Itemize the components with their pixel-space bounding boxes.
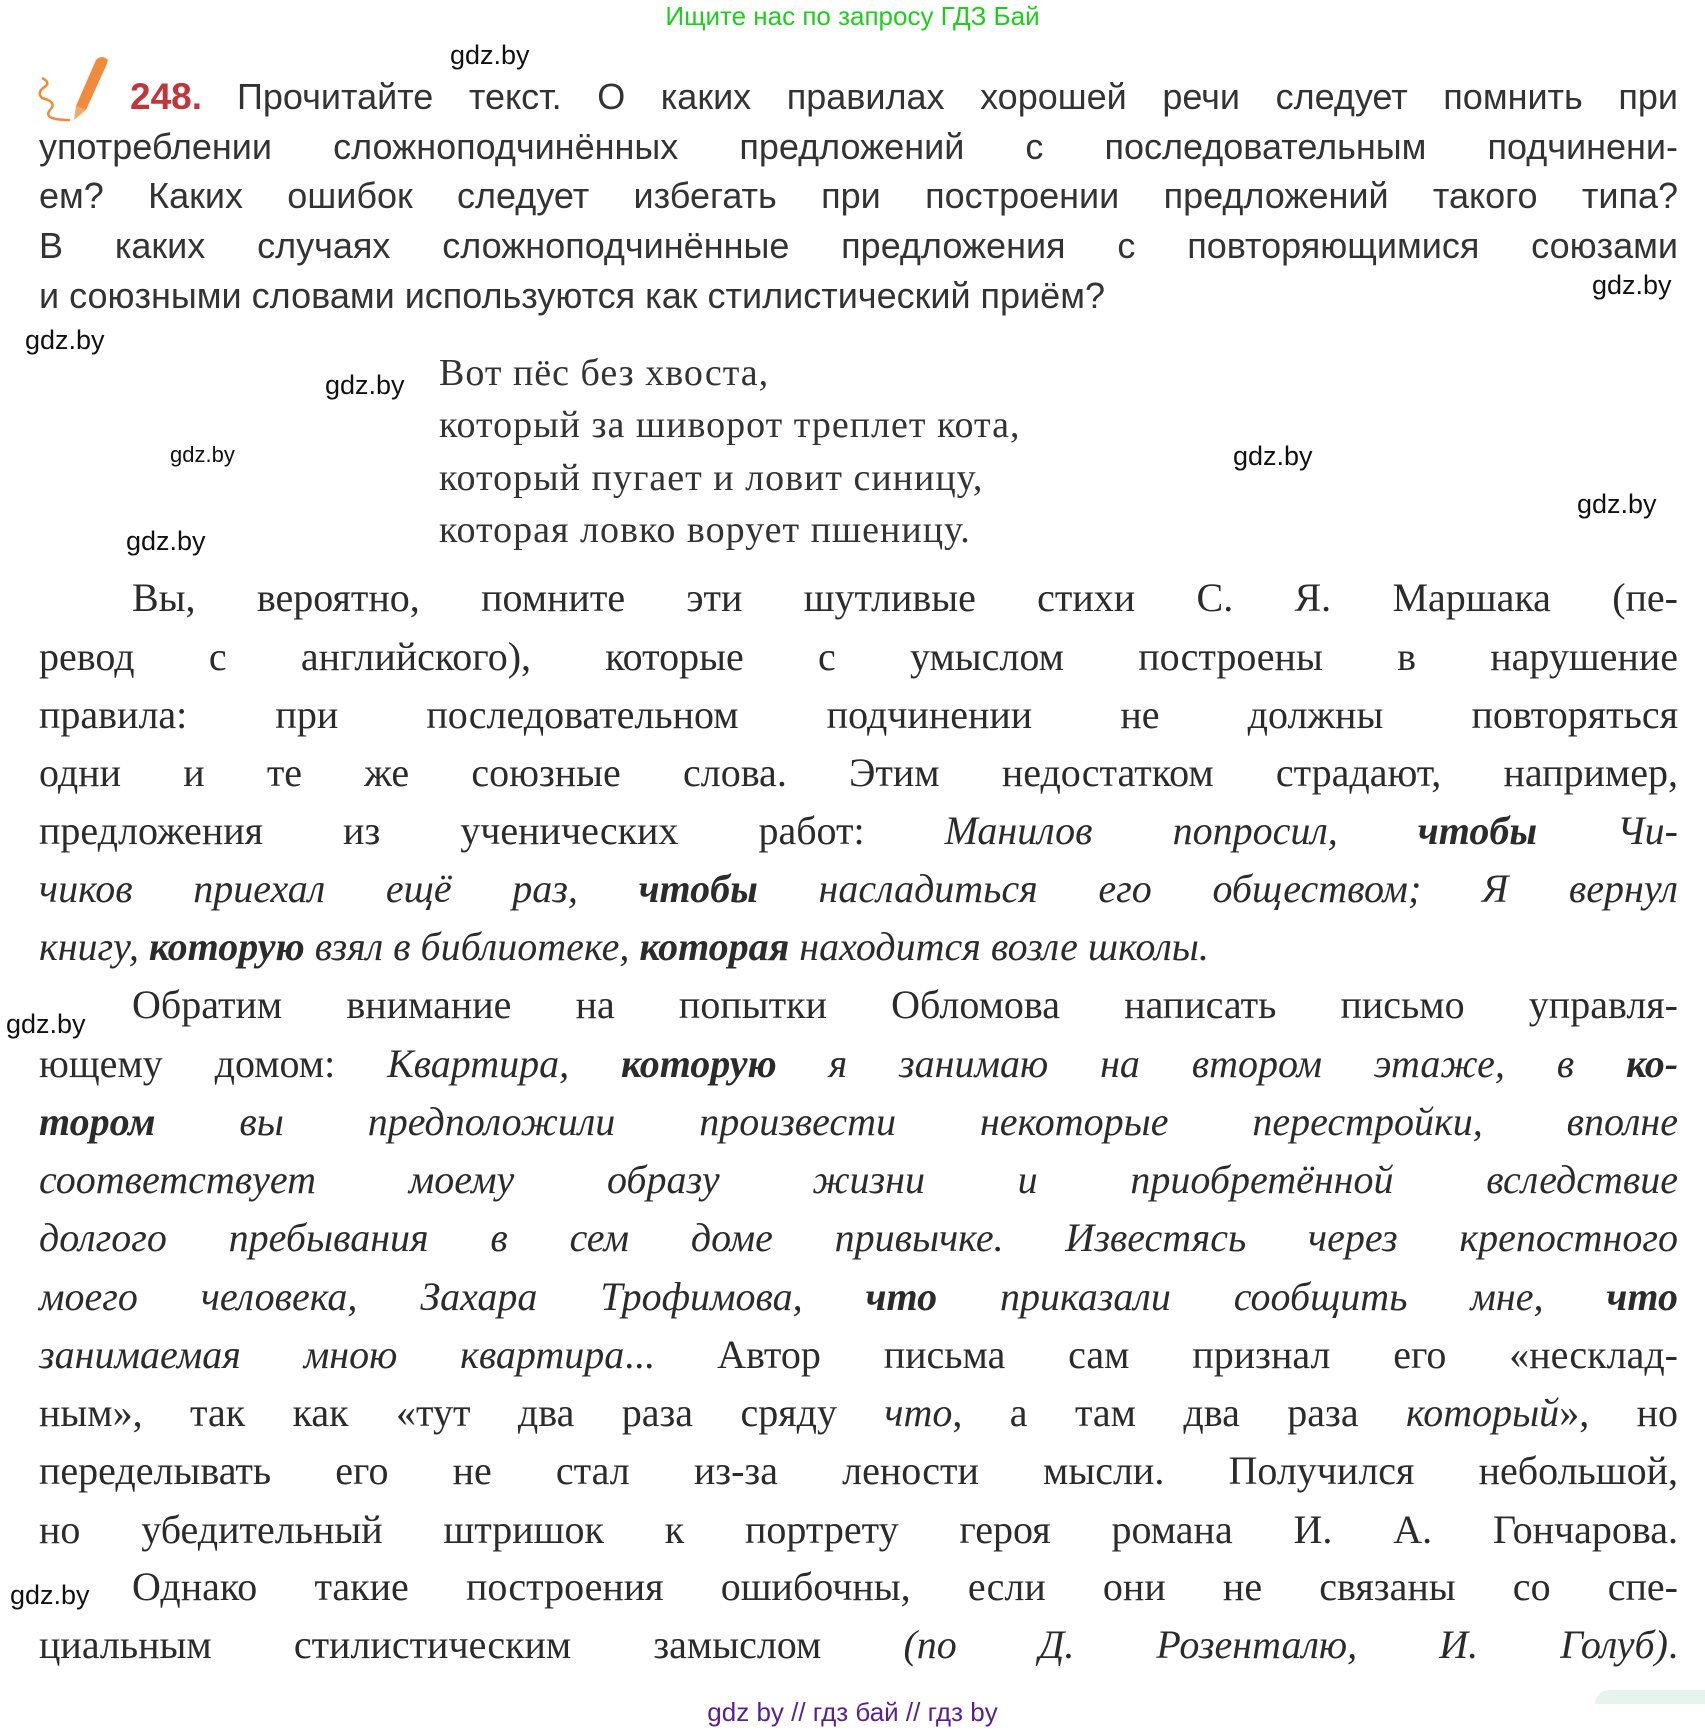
prose-line <box>39 1326 1678 1384</box>
example-text: чиков приехал ещё раз, <box>39 866 639 911</box>
emphasized-word: что <box>1606 1274 1678 1319</box>
example-text: который <box>1406 1390 1560 1435</box>
emphasized-word: ко- <box>1625 1041 1679 1086</box>
text-segment: ревод с английского), которые с умыслом построены в нарушение <box>39 634 1678 679</box>
prose-line <box>39 802 1678 860</box>
example-text: соответствует моему образу жизни и приобретённой вследствие <box>39 1157 1678 1202</box>
example-text: находится возле школы. <box>789 924 1209 969</box>
text-segment: ным», так как «тут два раза сряду <box>39 1390 885 1435</box>
emphasized-word: чтобы <box>638 866 758 911</box>
watermark: gdz.by <box>10 1580 90 1610</box>
text-segment: одни и те же союзные слова. Этим недостатком страдают, например, <box>39 750 1678 795</box>
prose-line <box>39 1501 1678 1559</box>
text-segment: , а там два раза <box>952 1390 1407 1435</box>
prose-line <box>39 1268 1678 1326</box>
text-segment: », но <box>1559 1390 1679 1435</box>
watermark: gdz.by <box>1592 270 1672 300</box>
example-text: вы предположили произвести некоторые перестройки, вполне <box>155 1099 1678 1144</box>
watermark: gdz.by <box>126 526 206 556</box>
question-line: и союзными словами используются как стилистический приём? <box>39 275 1105 316</box>
example-text: что <box>884 1390 953 1435</box>
watermark: gdz.by <box>1233 441 1313 471</box>
prose-line <box>39 1035 1678 1093</box>
watermark: gdz.by <box>170 442 235 467</box>
prose-line <box>39 860 1678 918</box>
prose-line <box>39 686 1678 744</box>
emphasized-word: которую <box>148 924 305 969</box>
poem-line: который пугает и ловит синицу, <box>439 457 984 499</box>
example-text: взял в библиотеке, <box>304 924 640 969</box>
prose-line <box>39 1384 1678 1442</box>
prose-line <box>132 976 1678 1034</box>
text-segment: но убедительный штришок к портрету героя романа И. А. Гончарова. <box>39 1507 1678 1552</box>
example-text: Квартира, <box>387 1041 621 1086</box>
watermark: gdz.by <box>25 325 105 355</box>
pen-icon <box>36 54 112 124</box>
poem-line: который за шиворот треплет кота, <box>439 404 1021 446</box>
text-segment: переделывать его не стал из-за лености мысли. Получился небольшой, <box>39 1448 1678 1493</box>
text-segment: Вы, вероятно, помните эти шутливые стихи С. Я. Маршака (пе- <box>132 575 1678 620</box>
search-hint-banner[interactable]: Ищите нас по запросу ГДЗ Бай <box>665 1 1040 31</box>
exercise-number: 248. <box>130 76 203 117</box>
watermark: gdz.by <box>325 370 405 400</box>
emphasized-word: которая <box>639 924 790 969</box>
prose-line <box>39 1209 1678 1267</box>
emphasized-word: тором <box>39 1099 156 1144</box>
text-segment: ... Автор письма сам признал его «несклад- <box>624 1332 1679 1377</box>
prose-line <box>132 569 1678 627</box>
example-text: я занимаю на втором этаже, в <box>776 1041 1626 1086</box>
example-text: (по Д. Розенталю, И. Голуб) <box>903 1622 1668 1667</box>
prose-line <box>39 1151 1678 1209</box>
text-segment: Однако такие построения ошибочны, если они не связаны со спе- <box>132 1564 1678 1609</box>
poem-line: которая ловко ворует пшеницу. <box>439 509 971 551</box>
text-segment: предложения из ученических работ: <box>39 808 945 853</box>
watermark: gdz.by <box>6 1009 86 1039</box>
footer-links[interactable]: gdz by // гдз бай // гдз by <box>707 1697 998 1727</box>
prose-line <box>39 1442 1678 1500</box>
question-line: Прочитайте текст. О каких правилах хорошей речи следует помнить при <box>237 76 1678 117</box>
example-text: моего человека, Захара Трофимова, <box>39 1274 866 1319</box>
emphasized-word: которую <box>620 1041 777 1086</box>
text-segment: циальным стилистическим замыслом <box>39 1622 904 1667</box>
text-segment: правила: при последовательном подчинении не должны повторяться <box>39 692 1678 737</box>
text-segment: ющему домом: <box>39 1041 388 1086</box>
text-segment: Обратим внимание на попытки Обломова написать письмо управля- <box>132 982 1678 1027</box>
prose-line <box>39 1616 1678 1674</box>
prose-line <box>39 628 1678 686</box>
prose-line <box>132 1558 1678 1616</box>
question-line: В каких случаях сложноподчинённые предложения с повторяющимися союзами <box>39 225 1678 266</box>
watermark: gdz.by <box>450 40 530 70</box>
example-text: Чи- <box>1537 808 1678 853</box>
emphasized-word: чтобы <box>1417 808 1538 853</box>
text-segment: . <box>1668 1622 1678 1667</box>
example-text: приказали сообщить мне, <box>937 1274 1607 1319</box>
question-line: ем? Каких ошибок следует избегать при построении предложений такого типа? <box>39 175 1678 216</box>
poem-line: Вот пёс без хвоста, <box>439 352 770 394</box>
example-text: занимаемая мною квартира <box>39 1332 625 1377</box>
watermark: gdz.by <box>1577 489 1657 519</box>
prose-line <box>39 744 1678 802</box>
emphasized-word: что <box>865 1274 938 1319</box>
example-text: долгого пребывания в сем доме привычке. Известясь через крепостного <box>39 1215 1678 1260</box>
example-text: насладиться его обществом; Я вернул <box>757 866 1678 911</box>
question-line: употреблении сложноподчинённых предложений с последовательным подчинени- <box>39 126 1678 167</box>
example-text: книгу, <box>39 924 149 969</box>
prose-line <box>39 1093 1678 1151</box>
example-text: Манилов попросил, <box>944 808 1418 853</box>
prose-line <box>39 918 1678 976</box>
